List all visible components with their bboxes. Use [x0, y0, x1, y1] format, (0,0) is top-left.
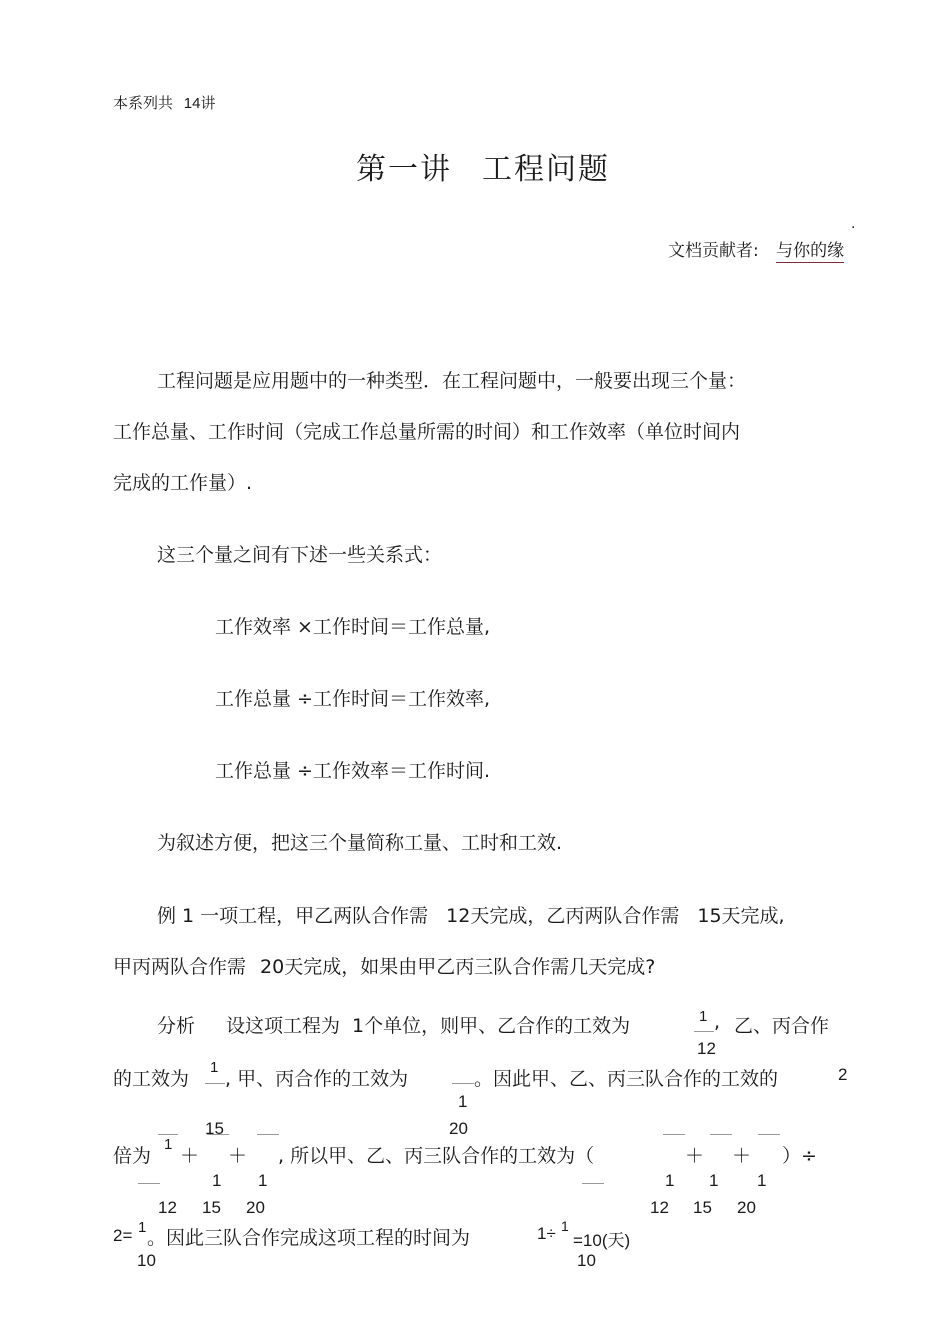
relation-2: 工作总量 ÷工作时间＝工作效率, — [215, 688, 490, 710]
fraction-numerator: 1 — [709, 1171, 719, 1190]
analysis-line-2-end: 。因此甲、乙、丙三队合作的工效的 — [474, 1068, 779, 1090]
fraction-numerator: 1 — [212, 1171, 222, 1190]
plus-sign: ＋ — [685, 1145, 705, 1167]
one-divided: 1÷ — [537, 1224, 556, 1243]
fraction-denominator: 12 — [697, 1039, 716, 1058]
analysis-line-3-start: 倍为 — [113, 1145, 152, 1167]
plus-sign: ＋ — [228, 1145, 248, 1167]
intro-line-2: 工作总量、工作时间（完成工作总量所需的时间）和工作效率（单位时间内 — [113, 421, 741, 443]
fraction-numerator: 1 — [561, 1218, 569, 1234]
fraction-numerator: 1 — [164, 1136, 173, 1153]
comma: , — [714, 1011, 721, 1033]
intro-line-1: 工程问题是应用题中的一种类型．在工程问题中，一般要出现三个量： — [157, 370, 747, 392]
plus-sign: ＋ — [180, 1145, 200, 1167]
analysis-line-4-mid: 。因此三队合作完成这项工程的时间为 — [147, 1227, 471, 1249]
fraction-numerator: 1 — [258, 1171, 268, 1190]
fraction-denominator: 15 — [693, 1198, 712, 1217]
relation-3: 工作总量 ÷工作效率＝工作时间. — [215, 760, 490, 782]
plus-sign: ＋ — [732, 1145, 752, 1167]
fraction-denominator: 20 — [737, 1198, 756, 1217]
fraction-numerator: 1 — [138, 1219, 147, 1236]
two-equals: 2= — [113, 1226, 133, 1245]
fraction-numerator: 1 — [458, 1092, 468, 1111]
relation-1: 工作效率 ×工作时间＝工作总量, — [215, 616, 490, 638]
fraction-denominator: 20 — [449, 1119, 468, 1138]
number-two: 2 — [838, 1065, 848, 1084]
analysis-line-2-start: 的工效为 — [113, 1068, 190, 1090]
fraction-numerator: 1 — [757, 1171, 767, 1190]
analysis-line-3-end: ）÷ — [782, 1145, 817, 1167]
analysis-label: 分析 — [157, 1015, 196, 1037]
fraction-numerator: 1 — [210, 1059, 219, 1076]
fraction-denominator: 10 — [577, 1251, 596, 1270]
relations-intro: 这三个量之间有下述一些关系式： — [157, 544, 443, 566]
analysis-line-3-mid: , 所以甲、乙、丙三队合作的工效为（ — [278, 1145, 595, 1167]
series-note: 本系列共 14讲 — [113, 94, 216, 112]
contributor-dot: . — [851, 216, 856, 232]
page-title: 第一讲 工程问题 — [356, 152, 610, 187]
fraction-numerator: 1 — [665, 1171, 675, 1190]
example-1-line-1: 例 1 一项工程，甲乙两队合作需 12天完成，乙丙两队合作需 15天完成, — [157, 905, 785, 927]
fraction-denominator: 15 — [202, 1198, 221, 1217]
example-1-line-2: 甲丙两队合作需 20天完成，如果由甲乙丙三队合作需几天完成? — [113, 956, 656, 978]
fraction-denominator: 12 — [650, 1198, 669, 1217]
fraction-denominator: 20 — [246, 1198, 265, 1217]
fraction-denominator: 10 — [137, 1251, 156, 1270]
intro-line-3: 完成的工作量）. — [113, 472, 253, 494]
result-days: =10(天) — [573, 1231, 631, 1250]
analysis-line-1: 设这项工程为 1个单位，则甲、乙合作的工效为 — [226, 1015, 631, 1037]
fraction-denominator: 15 — [205, 1119, 224, 1138]
analysis-line-2-mid: , 甲、丙合作的工效为 — [225, 1068, 409, 1090]
contributor-line: 文档贡献者: 与你的缘 — [668, 241, 845, 261]
fraction-denominator: 12 — [158, 1198, 177, 1217]
analysis-line-1-end: 乙、丙合作 — [734, 1015, 830, 1037]
abbreviation-note: 为叙述方便，把这三个量简称工量、工时和工效. — [157, 832, 563, 854]
fraction-numerator: 1 — [699, 1008, 708, 1025]
contributor-name[interactable]: 与你的缘 — [776, 241, 845, 261]
